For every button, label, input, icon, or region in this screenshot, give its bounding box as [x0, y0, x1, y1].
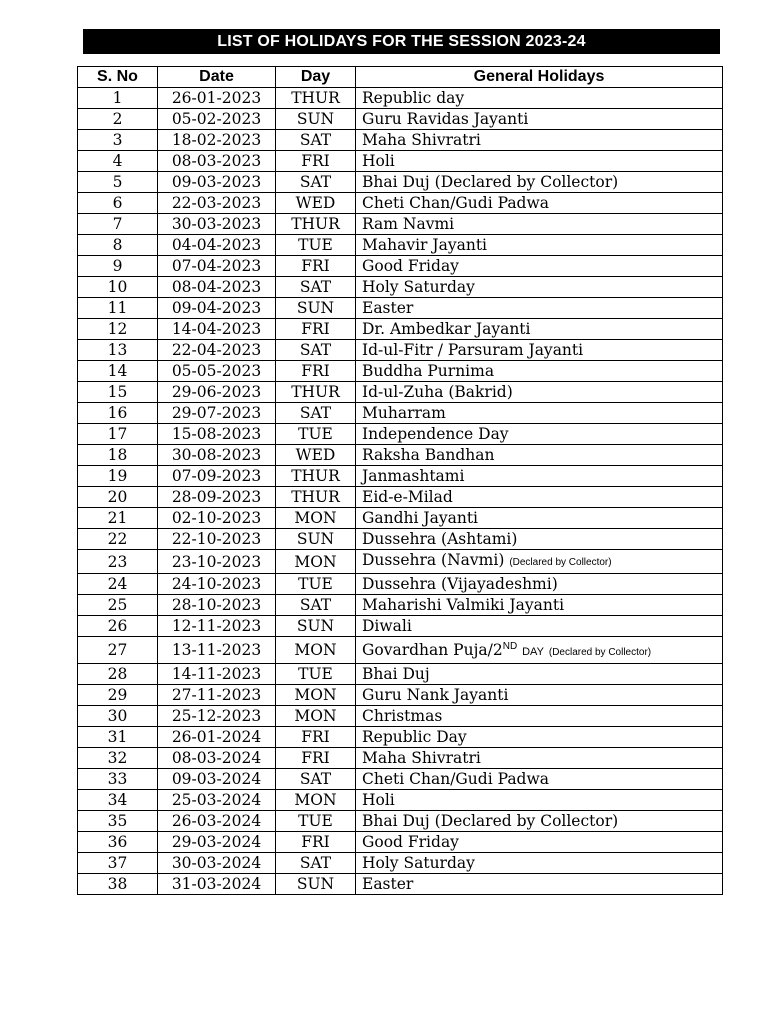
table-row	[78, 832, 723, 853]
serial-number-cell: 23	[78, 550, 158, 574]
holiday-name: Gandhi Jayanti	[362, 509, 479, 527]
holiday-name-cell	[356, 235, 723, 256]
holiday-name: Cheti Chan/Gudi Padwa	[362, 194, 549, 212]
date-cell: 28-09-2023	[158, 487, 276, 508]
date-cell: 18-02-2023	[158, 130, 276, 151]
table-row	[78, 151, 723, 172]
date-cell: 09-04-2023	[158, 298, 276, 319]
date-cell: 24-10-2023	[158, 574, 276, 595]
holiday-name-cell	[356, 616, 723, 637]
holiday-name-cell	[356, 424, 723, 445]
day-cell: SAT	[276, 769, 356, 790]
holiday-name: Holy Saturday	[362, 278, 475, 296]
day-cell: WED	[276, 445, 356, 466]
day-cell: FRI	[276, 361, 356, 382]
holiday-name-cell	[356, 595, 723, 616]
serial-number-cell: 21	[78, 508, 158, 529]
table-row	[78, 853, 723, 874]
day-cell: MON	[276, 790, 356, 811]
table-row	[78, 298, 723, 319]
serial-number-cell: 16	[78, 403, 158, 424]
day-cell: FRI	[276, 748, 356, 769]
day-cell: THUR	[276, 214, 356, 235]
holiday-name-cell	[356, 340, 723, 361]
date-cell: 30-03-2023	[158, 214, 276, 235]
day-cell: THUR	[276, 487, 356, 508]
day-cell: MON	[276, 508, 356, 529]
day-cell: SUN	[276, 529, 356, 550]
holiday-note: (Declared by Collector)	[548, 647, 652, 659]
holiday-name-cell	[356, 466, 723, 487]
table-row	[78, 361, 723, 382]
holiday-name-cell	[356, 574, 723, 595]
serial-number-cell: 32	[78, 748, 158, 769]
table-row	[78, 637, 723, 664]
day-cell: THUR	[276, 88, 356, 109]
day-cell: TUE	[276, 574, 356, 595]
date-cell: 29-03-2024	[158, 832, 276, 853]
date-cell: 12-11-2023	[158, 616, 276, 637]
holiday-name-cell	[356, 832, 723, 853]
serial-number-cell: 34	[78, 790, 158, 811]
serial-number-cell: 18	[78, 445, 158, 466]
date-cell: 27-11-2023	[158, 685, 276, 706]
date-cell: 07-09-2023	[158, 466, 276, 487]
table-row	[78, 874, 723, 895]
serial-number-cell: 28	[78, 664, 158, 685]
table-row	[78, 109, 723, 130]
date-cell: 28-10-2023	[158, 595, 276, 616]
holiday-name-cell	[356, 445, 723, 466]
day-cell: SUN	[276, 298, 356, 319]
table-row	[78, 382, 723, 403]
date-cell: 07-04-2023	[158, 256, 276, 277]
table-row	[78, 727, 723, 748]
header-date: Date	[158, 67, 276, 88]
date-cell: 29-07-2023	[158, 403, 276, 424]
holiday-name: Good Friday	[362, 833, 459, 852]
table-row	[78, 340, 723, 361]
date-cell: 14-04-2023	[158, 319, 276, 340]
holiday-suffix: DAY	[522, 646, 544, 659]
holiday-name-cell	[356, 172, 723, 193]
date-cell: 08-03-2023	[158, 151, 276, 172]
day-cell: TUE	[276, 235, 356, 256]
holiday-name-cell	[356, 550, 723, 574]
holiday-name: Easter	[362, 875, 414, 894]
serial-number-cell: 27	[78, 637, 158, 664]
table-row	[78, 595, 723, 616]
day-cell: MON	[276, 706, 356, 727]
holiday-name-cell	[356, 853, 723, 874]
holiday-name-cell	[356, 88, 723, 109]
holiday-name: Christmas	[362, 707, 443, 726]
serial-number-cell: 31	[78, 727, 158, 748]
holiday-name: Maha Shivratri	[362, 131, 481, 149]
day-cell: FRI	[276, 832, 356, 853]
holiday-name-cell	[356, 748, 723, 769]
serial-number-cell: 30	[78, 706, 158, 727]
holiday-name: Dussehra (Ashtami)	[362, 530, 518, 548]
holiday-name-cell	[356, 382, 723, 403]
day-cell: MON	[276, 550, 356, 574]
holiday-name: Raksha Bandhan	[362, 446, 495, 464]
holiday-name-cell	[356, 193, 723, 214]
day-cell: SUN	[276, 874, 356, 895]
day-cell: FRI	[276, 727, 356, 748]
holiday-name-cell	[356, 151, 723, 172]
holiday-name: Govardhan Puja/2	[362, 641, 503, 660]
date-cell: 05-05-2023	[158, 361, 276, 382]
holiday-name: Republic Day	[362, 728, 467, 747]
table-row	[78, 487, 723, 508]
day-cell: SAT	[276, 172, 356, 193]
day-cell: TUE	[276, 424, 356, 445]
table-row	[78, 616, 723, 637]
table-row	[78, 214, 723, 235]
table-row	[78, 706, 723, 727]
serial-number-cell: 13	[78, 340, 158, 361]
day-cell: SAT	[276, 853, 356, 874]
date-cell: 25-12-2023	[158, 706, 276, 727]
holiday-name-cell	[356, 529, 723, 550]
table-row	[78, 445, 723, 466]
date-cell: 22-03-2023	[158, 193, 276, 214]
holiday-name-cell	[356, 769, 723, 790]
holiday-table	[77, 66, 723, 895]
day-cell: THUR	[276, 466, 356, 487]
table-row	[78, 130, 723, 151]
serial-number-cell: 2	[78, 109, 158, 130]
serial-number-cell: 25	[78, 595, 158, 616]
serial-number-cell: 14	[78, 361, 158, 382]
day-cell: TUE	[276, 811, 356, 832]
table-row	[78, 508, 723, 529]
date-cell: 09-03-2024	[158, 769, 276, 790]
table-row	[78, 769, 723, 790]
holiday-name: Republic day	[362, 89, 465, 107]
ordinal-superscript: ND	[502, 641, 518, 652]
holiday-name: Good Friday	[362, 257, 459, 275]
holiday-name: Buddha Purnima	[362, 362, 495, 380]
table-row	[78, 256, 723, 277]
table-row	[78, 319, 723, 340]
holiday-name: Independence Day	[362, 425, 509, 443]
serial-number-cell: 38	[78, 874, 158, 895]
serial-number-cell: 15	[78, 382, 158, 403]
holiday-name: Dussehra (Navmi)	[362, 551, 505, 569]
holiday-name: Ram Navmi	[362, 215, 455, 233]
serial-number-cell: 10	[78, 277, 158, 298]
serial-number-cell: 29	[78, 685, 158, 706]
serial-number-cell: 9	[78, 256, 158, 277]
date-cell: 04-04-2023	[158, 235, 276, 256]
holiday-name: Holy Saturday	[362, 854, 475, 873]
holiday-name-cell	[356, 319, 723, 340]
holiday-name: Holi	[362, 152, 395, 170]
holiday-name-cell	[356, 664, 723, 685]
day-cell: FRI	[276, 319, 356, 340]
holiday-name-cell	[356, 130, 723, 151]
table-row	[78, 424, 723, 445]
date-cell: 29-06-2023	[158, 382, 276, 403]
day-cell: MON	[276, 685, 356, 706]
day-cell: SUN	[276, 109, 356, 130]
table-header-row	[78, 67, 723, 88]
date-cell: 30-08-2023	[158, 445, 276, 466]
serial-number-cell: 24	[78, 574, 158, 595]
date-cell: 22-10-2023	[158, 529, 276, 550]
table-row	[78, 466, 723, 487]
serial-number-cell: 36	[78, 832, 158, 853]
serial-number-cell: 6	[78, 193, 158, 214]
holiday-name: Bhai Duj (Declared by Collector)	[362, 173, 619, 191]
date-cell: 30-03-2024	[158, 853, 276, 874]
date-cell: 26-01-2023	[158, 88, 276, 109]
serial-number-cell: 7	[78, 214, 158, 235]
table-row	[78, 574, 723, 595]
date-cell: 09-03-2023	[158, 172, 276, 193]
date-cell: 25-03-2024	[158, 790, 276, 811]
holiday-name-cell	[356, 487, 723, 508]
date-cell: 14-11-2023	[158, 664, 276, 685]
serial-number-cell: 12	[78, 319, 158, 340]
holiday-name: Id-ul-Fitr / Parsuram Jayanti	[362, 341, 584, 359]
table-row	[78, 88, 723, 109]
holiday-name-cell	[356, 214, 723, 235]
table-row	[78, 790, 723, 811]
holiday-name: Muharram	[362, 404, 446, 422]
table-row	[78, 172, 723, 193]
day-cell: SAT	[276, 340, 356, 361]
table-row	[78, 529, 723, 550]
holiday-name: Dr. Ambedkar Jayanti	[362, 320, 531, 338]
day-cell: FRI	[276, 256, 356, 277]
day-cell: TUE	[276, 664, 356, 685]
holiday-name-cell	[356, 874, 723, 895]
day-cell: THUR	[276, 382, 356, 403]
table-body	[78, 88, 723, 895]
date-cell: 26-01-2024	[158, 727, 276, 748]
holiday-name: Maharishi Valmiki Jayanti	[362, 596, 565, 614]
holiday-name: Mahavir Jayanti	[362, 236, 488, 254]
date-cell: 13-11-2023	[158, 637, 276, 664]
table-row	[78, 403, 723, 424]
holiday-name-cell	[356, 637, 723, 664]
holiday-name: Eid-e-Milad	[362, 488, 453, 506]
date-cell: 31-03-2024	[158, 874, 276, 895]
holiday-name: Easter	[362, 299, 414, 317]
serial-number-cell: 4	[78, 151, 158, 172]
table-row	[78, 685, 723, 706]
serial-number-cell: 11	[78, 298, 158, 319]
serial-number-cell: 26	[78, 616, 158, 637]
holiday-name: Diwali	[362, 617, 412, 635]
serial-number-cell: 5	[78, 172, 158, 193]
holiday-name: Dussehra (Vijayadeshmi)	[362, 575, 558, 593]
table-row	[78, 811, 723, 832]
serial-number-cell: 20	[78, 487, 158, 508]
holiday-name: Maha Shivratri	[362, 749, 481, 768]
header-sno: S. No	[78, 67, 158, 88]
holiday-name: Id-ul-Zuha (Bakrid)	[362, 383, 513, 401]
table-row	[78, 748, 723, 769]
day-cell: WED	[276, 193, 356, 214]
holiday-name-cell	[356, 298, 723, 319]
table-row	[78, 550, 723, 574]
holiday-name: Guru Nank Jayanti	[362, 686, 509, 705]
holiday-note: (Declared by Collector)	[509, 557, 612, 568]
serial-number-cell: 33	[78, 769, 158, 790]
date-cell: 02-10-2023	[158, 508, 276, 529]
holiday-name: Bhai Duj (Declared by Collector)	[362, 812, 619, 831]
serial-number-cell: 22	[78, 529, 158, 550]
holiday-name: Cheti Chan/Gudi Padwa	[362, 770, 549, 789]
day-cell: SAT	[276, 277, 356, 298]
date-cell: 05-02-2023	[158, 109, 276, 130]
date-cell: 26-03-2024	[158, 811, 276, 832]
serial-number-cell: 3	[78, 130, 158, 151]
holiday-name: Holi	[362, 791, 395, 810]
day-cell: FRI	[276, 151, 356, 172]
holiday-name: Guru Ravidas Jayanti	[362, 110, 529, 128]
date-cell: 23-10-2023	[158, 550, 276, 574]
holiday-name-cell	[356, 685, 723, 706]
table-row	[78, 235, 723, 256]
day-cell: MON	[276, 637, 356, 664]
serial-number-cell: 35	[78, 811, 158, 832]
table-row	[78, 664, 723, 685]
date-cell: 08-04-2023	[158, 277, 276, 298]
serial-number-cell: 8	[78, 235, 158, 256]
holiday-name-cell	[356, 277, 723, 298]
holiday-name-cell	[356, 109, 723, 130]
serial-number-cell: 17	[78, 424, 158, 445]
header-general-holidays: General Holidays	[356, 67, 723, 88]
date-cell: 22-04-2023	[158, 340, 276, 361]
serial-number-cell: 1	[78, 88, 158, 109]
holiday-name-cell	[356, 790, 723, 811]
holiday-name-cell	[356, 508, 723, 529]
day-cell: SUN	[276, 616, 356, 637]
holiday-name: Janmashtami	[362, 467, 465, 485]
day-cell: SAT	[276, 130, 356, 151]
day-cell: SAT	[276, 595, 356, 616]
document-title: LIST OF HOLIDAYS FOR THE SESSION 2023-24	[83, 29, 720, 54]
day-cell: SAT	[276, 403, 356, 424]
table-row	[78, 277, 723, 298]
holiday-name-cell	[356, 403, 723, 424]
holiday-name-cell	[356, 706, 723, 727]
serial-number-cell: 19	[78, 466, 158, 487]
holiday-name-cell	[356, 256, 723, 277]
holiday-name-cell	[356, 727, 723, 748]
holiday-name: Bhai Duj	[362, 665, 430, 684]
serial-number-cell: 37	[78, 853, 158, 874]
table-row	[78, 193, 723, 214]
date-cell: 15-08-2023	[158, 424, 276, 445]
holiday-name-cell	[356, 361, 723, 382]
header-day: Day	[276, 67, 356, 88]
date-cell: 08-03-2024	[158, 748, 276, 769]
holiday-name-cell	[356, 811, 723, 832]
